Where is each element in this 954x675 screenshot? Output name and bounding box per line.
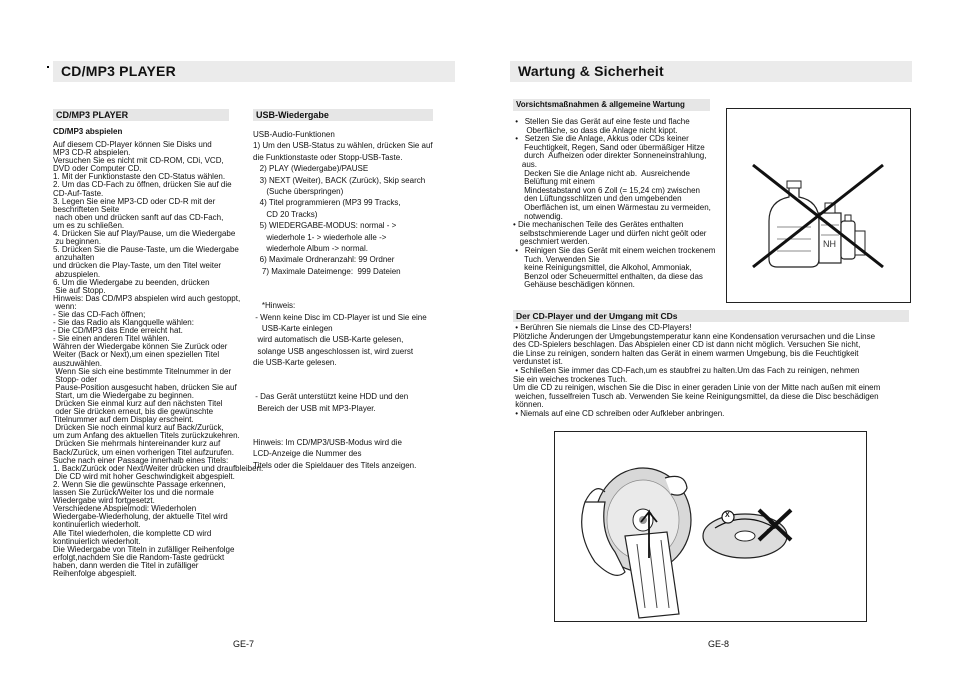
no-cleaning-agents-illustration <box>726 108 911 303</box>
chemical-bottles-crossed-icon <box>727 109 910 302</box>
cd-mp3-body: Auf diesem CD-Player können Sie Disks und MP3 CD-R abspielen. Versuchen Sie es nicht mit CD-ROM, CDi, VCD, DVD oder Computer CD. 1. Mit der Funktionstaste den CD-Status wählen. 2. Um das CD-Fach zu öffnen, drücken Sie auf die CD-Auf-Taste. 3. Legen Sie eine MP3-CD oder CD-R mit der beschrifteten Seite nach oben und drücken sanft auf das CD-Fach, um es zu schließen. 4. Drücken Sie auf Play/Pause, um die Wiedergabe zu beginnen. 5. Drücken Sie die Pause-Taste, um die Wiedergabe anzuhalten und drücken die Play-Taste, um den Titel weiter abzuspielen. 6. Um die Wiedergabe zu beenden, drücken Sie auf Stopp. Hinweis: Das CD/MP3 abspielen wird auch gestoppt, wenn: - Sie das CD-Fach öffnen; - Sie das Radio als Klangquelle wählen: - Die CD/MP3 das Ende erreicht hat. - Sie einen anderen Titel wählen. Währen der Wiedergabe können Sie Zurück oder Weiter (Back or Next),um einen speziellen Titel auszuwählen. Wenn Sie sich eine bestimmte Titelnummer in der Stopp- oder Pause-Position ausgesucht haben, drücken Sie auf Start, um die Wiedergabe zu beginnen. Drücken Sie einmal kurz auf den nächsten Titel oder Sie drücken erneut, bis die gewünschte Titelnummer auf dem Display erscheint. Drücken Sie noch einmal kurz auf Back/Zurück, um zum Anfang des aktuellen Titels zurückzukehren. Drücken Sie mehrmals hintereinander kurz auf Back/Zurück, um einen vorherigen Titel aufzurufen. Suche nach einer Passage innerhalb eines Titels: 1. Back/Zurück oder Next/Weiter drücken und draufbleiben. Die CD wird mit hoher Geschwindigkeit abgespielt. 2. Wenn Sie die gewünschte Passage erkennen, lassen Sie Zurück/Weiter los und die normale Wiedergabe wird fortgesetzt. Verschiedene Abspielmodi: Wiederholen Wiedergabe-Wiederholung, der aktuelle Titel wird kontinuierlich wiederholt. Alle Titel wiederholen, die komplette CD wird kontinuierlich wiederholt. Die Wiedergabe von Titeln in zufälliger Reihenfolge erfolgt,nachdem Sie die Random-Taste gedrückt haben, dann werden die Titel in zufälliger Reihenfolge abgespielt. <box>53 140 264 578</box>
disc-handling-illustration <box>554 431 867 622</box>
left-title-bar <box>53 61 455 82</box>
left-page-title: CD/MP3 PLAYER <box>61 63 176 79</box>
disc-wiping-icon <box>555 432 866 621</box>
svg-text:NH: NH <box>823 239 836 249</box>
right-page-title: Wartung & Sicherheit <box>518 63 664 79</box>
page-mark-dot <box>47 66 49 68</box>
cd-mp3-subheading: CD/MP3 abspielen <box>53 127 123 136</box>
left-page-number: GE-7 <box>233 639 255 649</box>
precautions-body: • Stellen Sie das Gerät auf eine feste und flache Oberfläche, so dass die Anlage nicht kippt. • Setzen Sie die Anlage, Akkus oder CDs keiner Feuchtigkeit, Regen, Sand oder übermäßiger Hitze durch Aufheizen oder direkter Sonneneinstrahlung, aus. Decken Sie die Anlage nicht ab. Ausreichende Belüftung mit einem Mindestabstand von 6 Zoll (= 15,24 cm) zwischen den Lüftungsschlitzen und den umgebenden Oberflächen ist, um einen Wärmestau zu vermeiden, notwendig. • Die mechanischen Teile des Gerätes enthalten selbstschmierende Lager und dürfen nicht geölt oder geschmiert werden. • Reinigen Sie das Gerät mit einem weichen trockenem Tuch. Verwenden Sie keine Reinigungsmittel, die Alkohol, Ammoniak, Benzol oder Scheuermittel enthalten, da diese das Gehäuse beschädigen können. <box>513 117 716 290</box>
right-page-number: GE-8 <box>708 639 730 649</box>
wrong-method-x-badge: X <box>725 512 730 519</box>
precautions-heading: Vorsichtsmaßnahmen & allgemeine Wartung <box>513 99 710 111</box>
cd-handling-body: • Berühren Sie niemals die Linse des CD-Players! Plötzliche Änderungen der Umgebungstemperatur kann eine Kondensation verursachen und die Linse des CD-Spielers beschlagen. Das Abspielen einer CD ist dann nicht möglich. Versuchen Sie nicht, die Linse zu reinigen, sondern halten das Gerät in einem warmen Umgebung, bis die Feuchtigkeit verdunstet ist. • Schließen Sie immer das CD-Fach,um es staubfrei zu halten.Um das Fach zu reinigen, nehmen Sie ein weiches trockenes Tuch. Um die CD zu reinigen, wischen Sie die Disc in einer geraden Linie von der Mitte nach außen mit einem weichen, fusselfreien Tusch ab. Verwenden Sie keine Reinigungsmittel, da diese die Disc beschädigen können. • Niemals auf eine CD schreiben oder Aufkleber anbringen. <box>513 323 881 418</box>
usb-body: USB-Audio-Funktionen 1) Um den USB-Status zu wählen, drücken Sie auf die Funktionstaste oder Stopp-USB-Taste. 2) PLAY (Wiedergabe)/PAUSE 3) NEXT (Weiter), BACK (Zurück), Skip search (Suche überspringen) 4) Titel programmieren (MP3 99 Tracks, CD 20 Tracks) 5) WIEDERGABE-MODUS: normal - > wiederhole 1- > wiederhole alle -> wiederhole Album -> normal. 6) Maximale Ordneranzahl: 99 Ordner 7) Maximale Dateimenge: 999 Dateien *Hinweis: - Wenn keine Disc im CD-Player ist und Sie eine USB-Karte einlegen wird automatisch die USB-Karte gelesen, solange USB angeschlossen ist, wird zuerst die USB-Karte gelesen. - Das Gerät unterstützt keine HDD und den Bereich der USB mit MP3-Player. Hinweis: Im CD/MP3/USB-Modus wird die LCD-Anzeige die Nummer des Titels oder die Spieldauer des Titels anzeigen. <box>253 130 433 470</box>
cd-handling-heading: Der CD-Player und der Umgang mit CDs <box>513 310 909 322</box>
usb-heading: USB-Wiedergabe <box>253 109 433 121</box>
right-title-bar <box>510 61 912 82</box>
cd-mp3-heading: CD/MP3 PLAYER <box>53 109 229 121</box>
